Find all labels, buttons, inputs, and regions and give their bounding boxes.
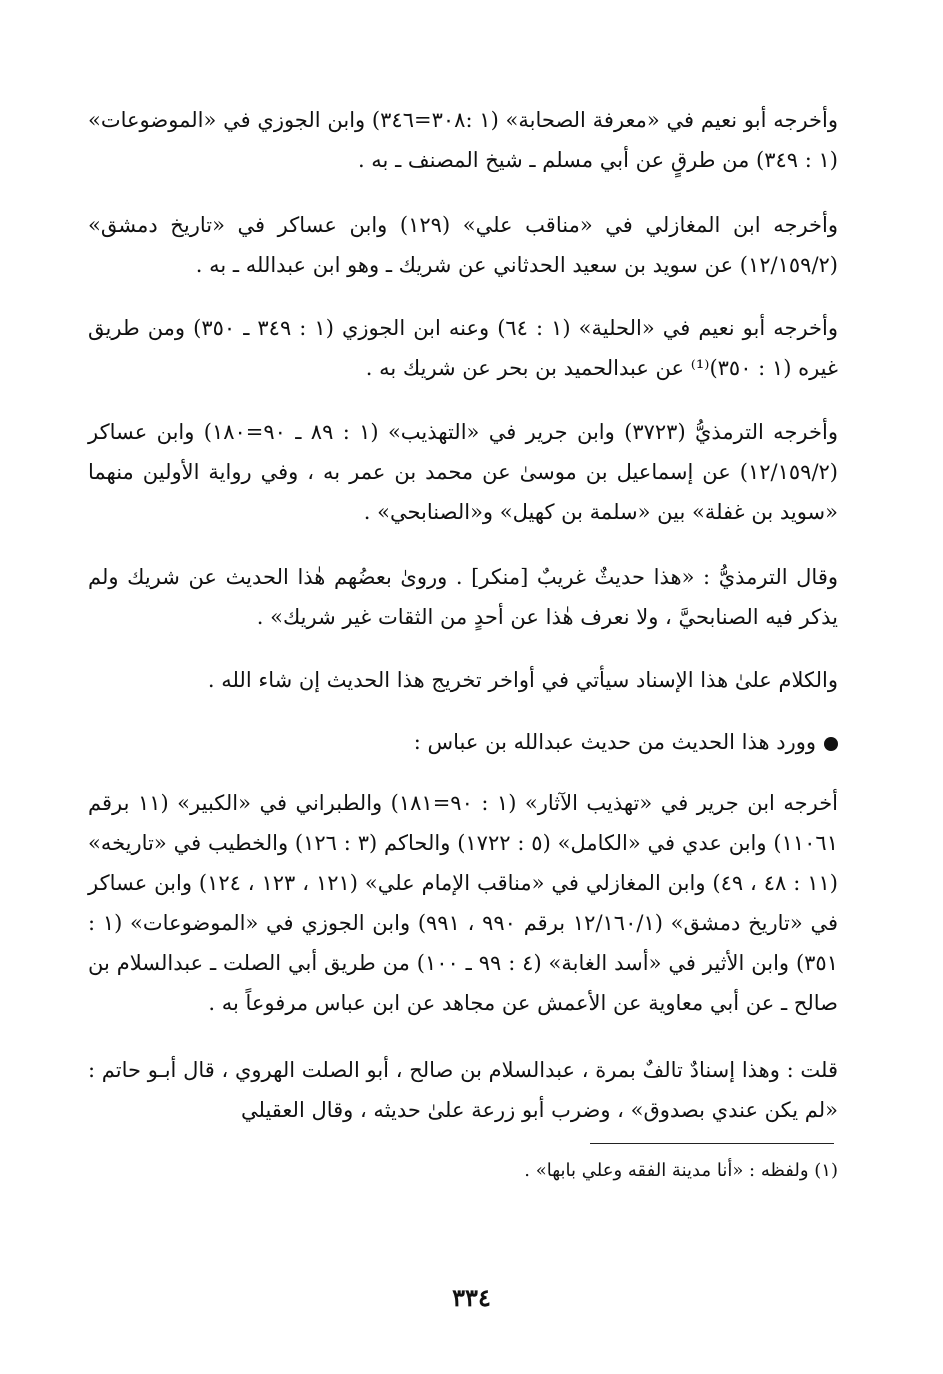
paragraph-8: أخرجه ابن جرير في «تهذيب الآثار» (١ : ٩٠=١٨١) والطبراني في «الكبير» (١١ برقم ١١٠٦١) وابن عدي في «الكامل» (٥ : ١٧٢٢) والحاكم (٣ : ١٢٦) والخطيب في «تاريخه» (١١ : ٤٨ ، ٤٩) وابن المغازلي في «مناقب الإمام علي» (١٢١ ، ١٢٣ ، ١٢٤) وابن عساكر في «تاريخ دمشق» (١٢/١٦٠/١ برقم ٩٩٠ ، ٩٩١) وابن الجوزي في «الموضوعات» (١ : ٣٥١) وابن الأثير في «أسد الغابة» (٤ : ٩٩ ـ ١٠٠) من طريق أبي الصلت ـ عبدالسلام بن صالح ـ عن أبي معاوية عن الأعمش عن مجاهد عن ابن عباس مرفوعاً به . [88,791,839,1015]
main-text [88,0,838,1140]
paragraph-5: وقال الترمذيُّ : «هذا حديثٌ غريبٌ [منكر] . وروىٰ بعضُهم هٰذا الحديث عن شريك ولم يذكر فيه الصنابحيَّ ، ولا نعرف هٰذا عن أحدٍ من الثقات غير شريك» . [88,565,838,629]
paragraph-2: وأخرجه ابن المغازلي في «مناقب علي» (١٢٩) وابن عساكر في «تاريخ دمشق» (١٢/١٥٩/٢) عن سويد بن سعيد الحدثاني عن شريك ـ وهو ابن عبدالله ـ به . [88,213,838,277]
paragraph-3: وأخرجه أبو نعيم في «الحلية» (١ : ٦٤) وعنه ابن الجوزي (١ : ٣٤٩ ـ ٣٥٠) ومن طريق غيره (١ : ٣٥٠)⁽¹⁾ عن عبدالحميد بن بحر عن شريك به . [88,316,839,380]
page-number: ٣٣٤ [452,1283,491,1312]
paragraph-7-text: وورد هذا الحديث من حديث عبدالله بن عباس : [413,730,816,754]
footnote: (١) ولفظه : «أنا مدينة الفقه وعلي بابها» . [524,1160,838,1181]
paragraph-4: وأخرجه الترمذيُّ (٣٧٢٣) وابن جرير في «التهذيب» (١ : ٨٩ ـ ٩٠=١٨٠) وابن عساكر (١٢/١٥٩/٢) عن إسماعيل بن موسىٰ عن محمد بن عمر به ، وفي رواية الأولين منهما «سويد بن غفلة» بين «سلمة بن كهيل» و«الصنابحي» . [88,420,838,524]
bullet-icon [824,737,838,751]
paragraph-9: قلت : وهذا إسنادٌ تالفٌ بمرة ، عبدالسلام بن صالح ، أبو الصلت الهروي ، قال أبـو حاتم : «لم يكن عندي بصدوق» ، وضرب أبو زرعة علىٰ حديثه ، وقال العقيلي [88,1058,838,1122]
paragraph-1: وأخرجه أبو نعيم في «معرفة الصحابة» (١ :٣٠٨=٣٤٦) وابن الجوزي في «الموضوعات» (١ : ٣٤٩) من طرقٍ عن أبي مسلم ـ شيخ المصنف ـ به . [88,108,838,172]
paragraph-7 [88,722,838,762]
footnote-divider [590,1143,834,1144]
paragraph-6: والكلام علىٰ هذا الإسناد سيأتي في أواخر تخريج هذا الحديث إن شاء الله . [207,668,838,692]
